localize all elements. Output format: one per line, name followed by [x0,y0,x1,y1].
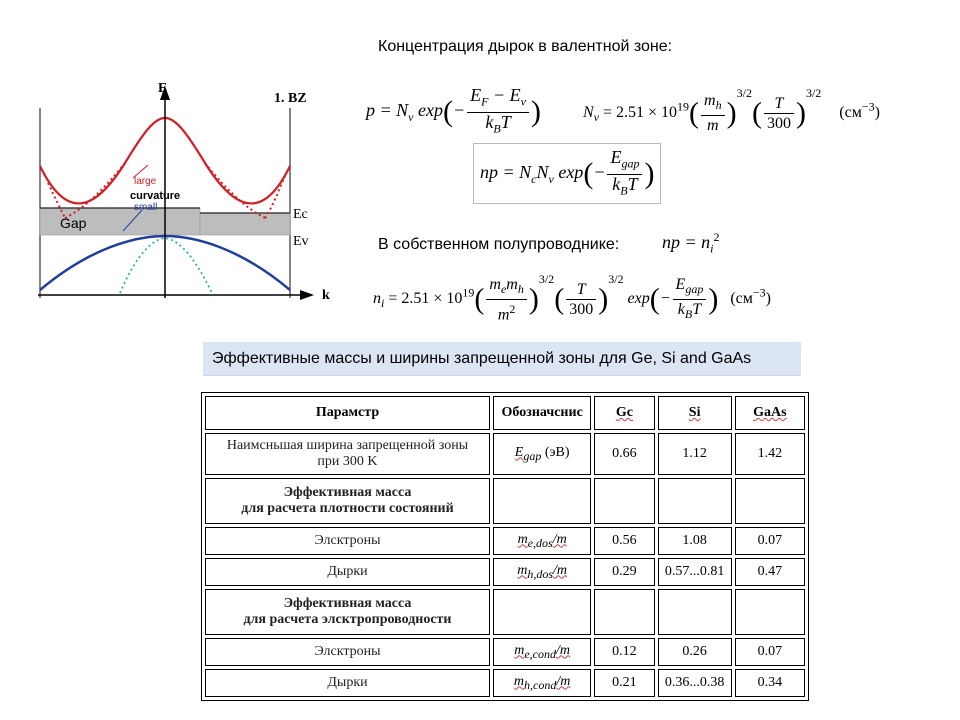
value-ge: 0.66 [594,433,654,475]
gap-band-right [200,213,290,235]
value-ge: 0.29 [594,558,654,586]
formula-np-ni: np = $n_i^2$ [662,230,720,256]
table-section-row [205,478,805,524]
table-row [205,669,805,697]
value-gaas: 0.07 [735,527,805,555]
value-gaas: 0.07 [735,638,805,666]
formula-ni: $n_i = 2.51 \times 10^{19}$( $\frac{m_em_h}{m^2}$ )$^{3/2}$( $\frac{T}{300}$ )$^{3/2}$ exp(− $\frac{E_{gap}}{k_BT}$ ) $(см^{-3})$ [373,272,771,324]
formula-np: np = $N_cN_v$ exp(− $\frac{E_{gap}}{k_BT}$ ) [473,143,661,204]
row-label: Дырки [205,669,490,697]
header-parameter: Парамстр [205,396,490,430]
header-symbol: Обозначснис [493,396,591,430]
value-si: 0.57...0.81 [658,558,732,586]
empty-cell [658,478,732,524]
ec-label: Ec [293,207,308,222]
header-ge: Gc [594,396,654,430]
value-gaas: 0.47 [735,558,805,586]
row-label: Дырки [205,558,490,586]
row-label: Наимсньшая ширина запрещенной зоны при 300 K [205,433,490,475]
value-si: 1.08 [658,527,732,555]
empty-cell [594,589,654,635]
large-label: large [134,176,157,187]
empty-cell [493,589,591,635]
table-header-row [205,396,805,430]
row-label: Элсктроны [205,638,490,666]
empty-cell [493,478,591,524]
curvature-label: curvature [130,190,181,202]
value-ge: 0.12 [594,638,654,666]
value-gaas: 0.34 [735,669,805,697]
ev-label: Ev [293,234,309,249]
section-label: Эффективная масса для расчета элсктропроводности [205,589,490,635]
k-axis-label: k [322,288,330,303]
table-row [205,558,805,586]
e-axis-label: E [158,81,168,96]
row-symbol: mh,cond/m [493,669,591,697]
empty-cell [735,478,805,524]
row-symbol: mh,dos/m [493,558,591,586]
row-symbol: me,dos/m [493,527,591,555]
section-banner: Эффективные массы и ширины запрещенной зоны для Ge, Si and GaAs [203,342,801,376]
value-si: 1.12 [658,433,732,475]
table-section-row [205,589,805,635]
parameters-table [201,392,809,701]
k-axis-arrow [300,290,314,300]
value-ge: 0.21 [594,669,654,697]
formula-nv: $N_v = 2.51 \times 10^{19}$( $\frac{m_h}{m}$ )$^{3/2}$( $\frac{T}{300}$ )$^{3/2}$ $(см^{-3})$ [583,86,880,135]
empty-cell [658,589,732,635]
value-si: 0.26 [658,638,732,666]
page-title: Концентрация дырок в валентной зоне: [378,38,673,55]
row-symbol: Egap (эВ) [493,433,591,475]
empty-cell [594,478,654,524]
value-si: 0.36...0.38 [658,669,732,697]
empty-cell [735,589,805,635]
small-label: small [134,202,158,213]
table-row [205,527,805,555]
header-si: Si [658,396,732,430]
table-row [205,638,805,666]
row-label: Элсктроны [205,527,490,555]
bz-label: 1. BZ [274,91,307,106]
gap-label: Gap [60,215,87,231]
row-symbol: me,cond/m [493,638,591,666]
table-row [205,433,805,475]
header-gaas: GaAs [735,396,805,430]
value-gaas: 1.42 [735,433,805,475]
intrinsic-text: В собственном полупроводнике: [378,236,620,253]
section-label: Эффективная масса для расчета плотности состояний [205,478,490,524]
light-valence-band [120,238,212,293]
formula-p: $p = N_v$ exp(− $\frac{E_F - E_v}{k_BT}$ ) [366,85,541,136]
band-diagram [30,78,340,308]
value-ge: 0.56 [594,527,654,555]
